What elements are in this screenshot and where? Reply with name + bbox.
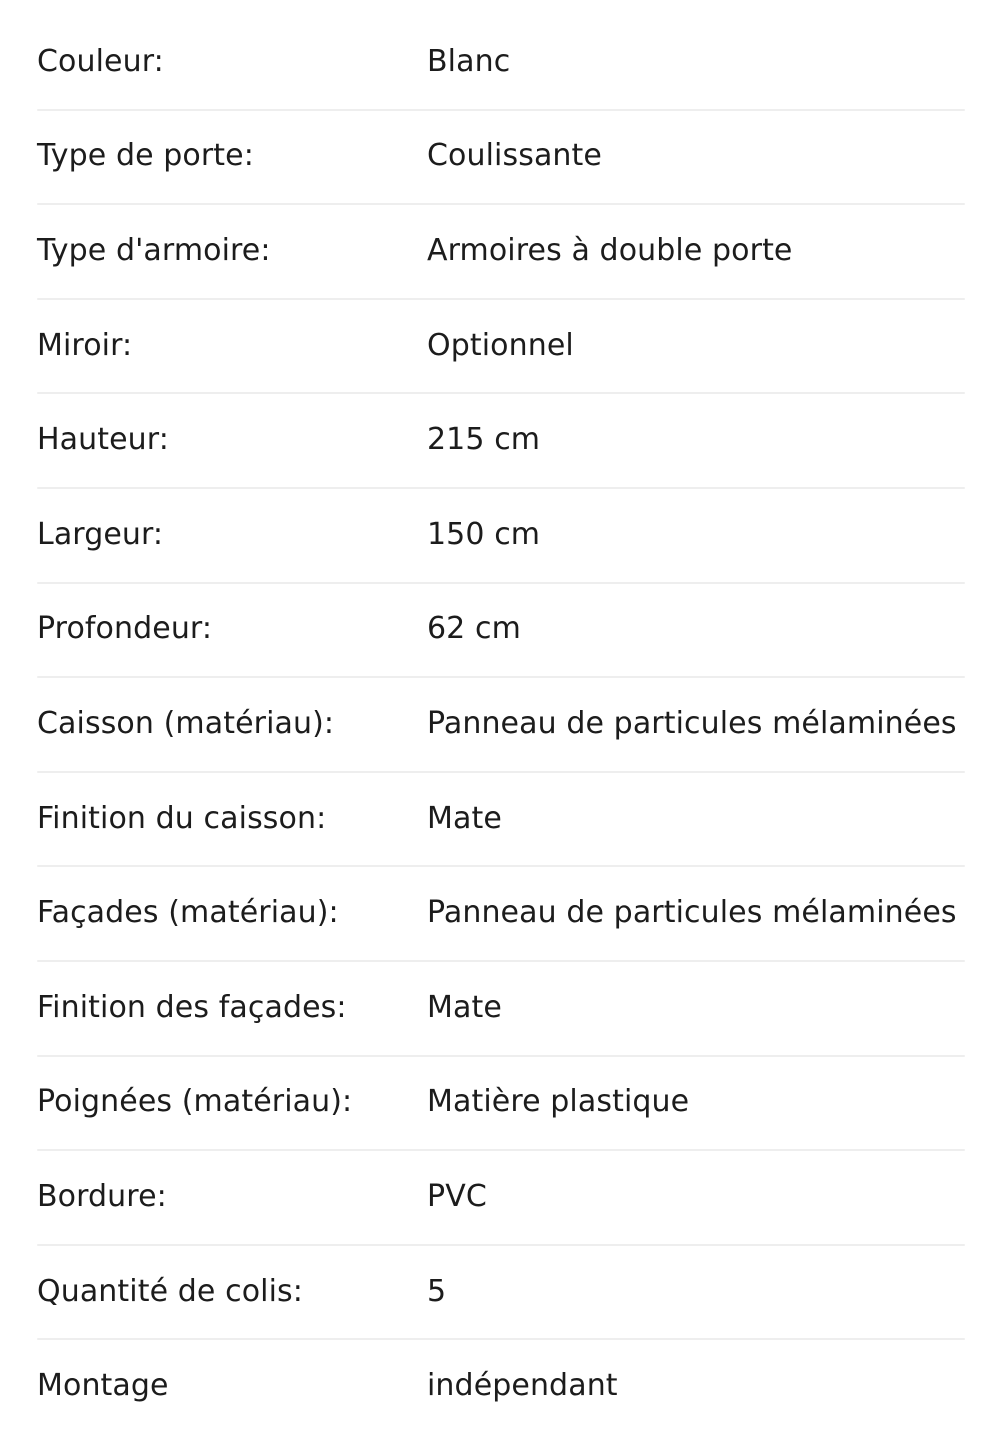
spec-label: Hauteur:: [37, 422, 169, 458]
spec-row-miroir: [37, 300, 965, 395]
product-specifications-list: [37, 16, 965, 1435]
spec-label: Couleur:: [37, 43, 164, 79]
spec-label: Poignées (matériau):: [37, 1084, 353, 1120]
spec-value: indépendant: [427, 1368, 618, 1404]
spec-label: Largeur:: [37, 516, 164, 552]
spec-value: Panneau de particules mélaminées: [427, 705, 957, 741]
spec-label: Profondeur:: [37, 611, 213, 647]
spec-label: Finition des façades:: [37, 989, 347, 1025]
spec-label: Montage: [37, 1368, 169, 1404]
spec-row-caisson-materiau: [37, 678, 965, 773]
spec-label: Type de porte:: [37, 138, 254, 174]
spec-row-montage: [37, 1340, 965, 1435]
spec-value: Matière plastique: [427, 1084, 690, 1120]
spec-label: Quantité de colis:: [37, 1273, 303, 1309]
spec-label: Type d'armoire:: [37, 232, 271, 268]
spec-row-finition-facades: [37, 962, 965, 1057]
spec-row-largeur: [37, 489, 965, 584]
spec-row-profondeur: [37, 584, 965, 679]
spec-value: Blanc: [427, 43, 511, 79]
spec-label: Façades (matériau):: [37, 895, 339, 931]
spec-label: Caisson (matériau):: [37, 705, 335, 741]
spec-row-bordure: [37, 1151, 965, 1246]
spec-value: Mate: [427, 800, 502, 836]
spec-row-hauteur: [37, 394, 965, 489]
spec-value: 5: [427, 1273, 447, 1309]
spec-value: 150 cm: [427, 516, 541, 552]
spec-value: Optionnel: [427, 327, 574, 363]
spec-label: Bordure:: [37, 1178, 167, 1214]
spec-value: Panneau de particules mélaminées: [427, 895, 957, 931]
spec-row-quantite-colis: [37, 1246, 965, 1341]
spec-row-couleur: [37, 16, 965, 111]
spec-value: Mate: [427, 989, 502, 1025]
spec-value: 215 cm: [427, 422, 541, 458]
spec-label: Miroir:: [37, 327, 133, 363]
spec-value: Coulissante: [427, 138, 602, 174]
spec-row-type-armoire: [37, 205, 965, 300]
spec-row-facades-materiau: [37, 867, 965, 962]
spec-value: Armoires à double porte: [427, 232, 793, 268]
spec-label: Finition du caisson:: [37, 800, 327, 836]
spec-value: 62 cm: [427, 611, 521, 647]
spec-value: PVC: [427, 1178, 487, 1214]
spec-row-type-de-porte: [37, 111, 965, 206]
spec-row-finition-caisson: [37, 773, 965, 868]
spec-row-poignees-materiau: [37, 1057, 965, 1152]
